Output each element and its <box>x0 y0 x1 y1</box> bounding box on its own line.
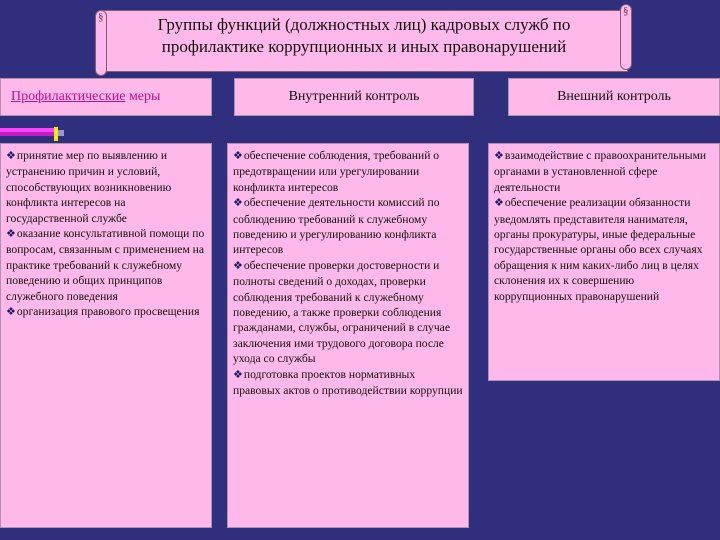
diamond-bullet-icon: ❖ <box>233 150 243 162</box>
diamond-bullet-icon: ❖ <box>494 150 504 162</box>
list-item: ❖обеспечение деятельности комиссий по соблюдению требований к служебному поведению и урегулированию конфликта интересов <box>233 196 440 257</box>
scroll-curl-icon: § <box>98 11 104 23</box>
diamond-bullet-icon: ❖ <box>6 306 16 319</box>
list-item: ❖обеспечение проверки достоверности и полноты сведений о доходах, проверки соблюдения требований к служебному поведению, а также проверки соблюдения гражданами, службы, ограничений в случае заключения ими трудового договора после ухода со службы <box>233 258 450 366</box>
diamond-bullet-icon: ❖ <box>233 259 243 272</box>
header-external-control: Внешний контроль <box>508 78 720 116</box>
title-line-2: профилактике коррупционных и иных правонарушений <box>161 37 567 56</box>
list-item: ❖организация правового просвещения <box>6 305 200 319</box>
column-external <box>488 143 720 381</box>
list-item: ❖обеспечение реализации обязанности уведомлять представителя нанимателя, органы прокуратуры, иные федеральные государственные органы обо всех случаях обращения к ним каких-либо лиц в целях склонения их к совершению коррупционных правонарушений <box>494 196 703 303</box>
column-internal <box>227 143 469 528</box>
decorative-bar <box>0 132 54 136</box>
list-item: ❖подготовка проектов нормативных правовых актов о противодействии коррупции <box>233 367 463 398</box>
list-item: ❖оказание консультативной помощи по вопросам, связанным с применением на практике требований к служебному поведению и общих принципов служебного поведения <box>6 227 205 303</box>
header-col1-underlined: Профилактические <box>11 89 126 104</box>
diamond-bullet-icon: ❖ <box>6 228 16 241</box>
decorative-bar <box>58 130 64 136</box>
column-preventive <box>0 143 212 528</box>
slide-title <box>110 14 618 58</box>
diamond-bullet-icon: ❖ <box>233 197 243 210</box>
list-item: ❖принятие мер по выявлению и устранению причин и условий, способствующих возникновению конфликта интересов на государственной службе <box>6 149 172 225</box>
list-item: ❖обеспечение соблюдения, требований о предотвращении или урегулировании конфликта интересов <box>233 149 440 194</box>
header-preventive-measures <box>0 78 212 116</box>
header-col1-rest: меры <box>125 89 161 104</box>
list-item: ❖взаимодействие с правоохранительными органами в установленной сфере деятельности <box>494 149 707 194</box>
diamond-bullet-icon: ❖ <box>6 150 16 162</box>
title-line-1: Группы функций (должностных лиц) кадровых служб по <box>157 15 571 34</box>
diamond-bullet-icon: ❖ <box>494 197 504 210</box>
scroll-curl-icon: § <box>623 5 629 17</box>
diamond-bullet-icon: ❖ <box>233 368 243 381</box>
header-internal-control: Внутренний контроль <box>234 78 474 116</box>
